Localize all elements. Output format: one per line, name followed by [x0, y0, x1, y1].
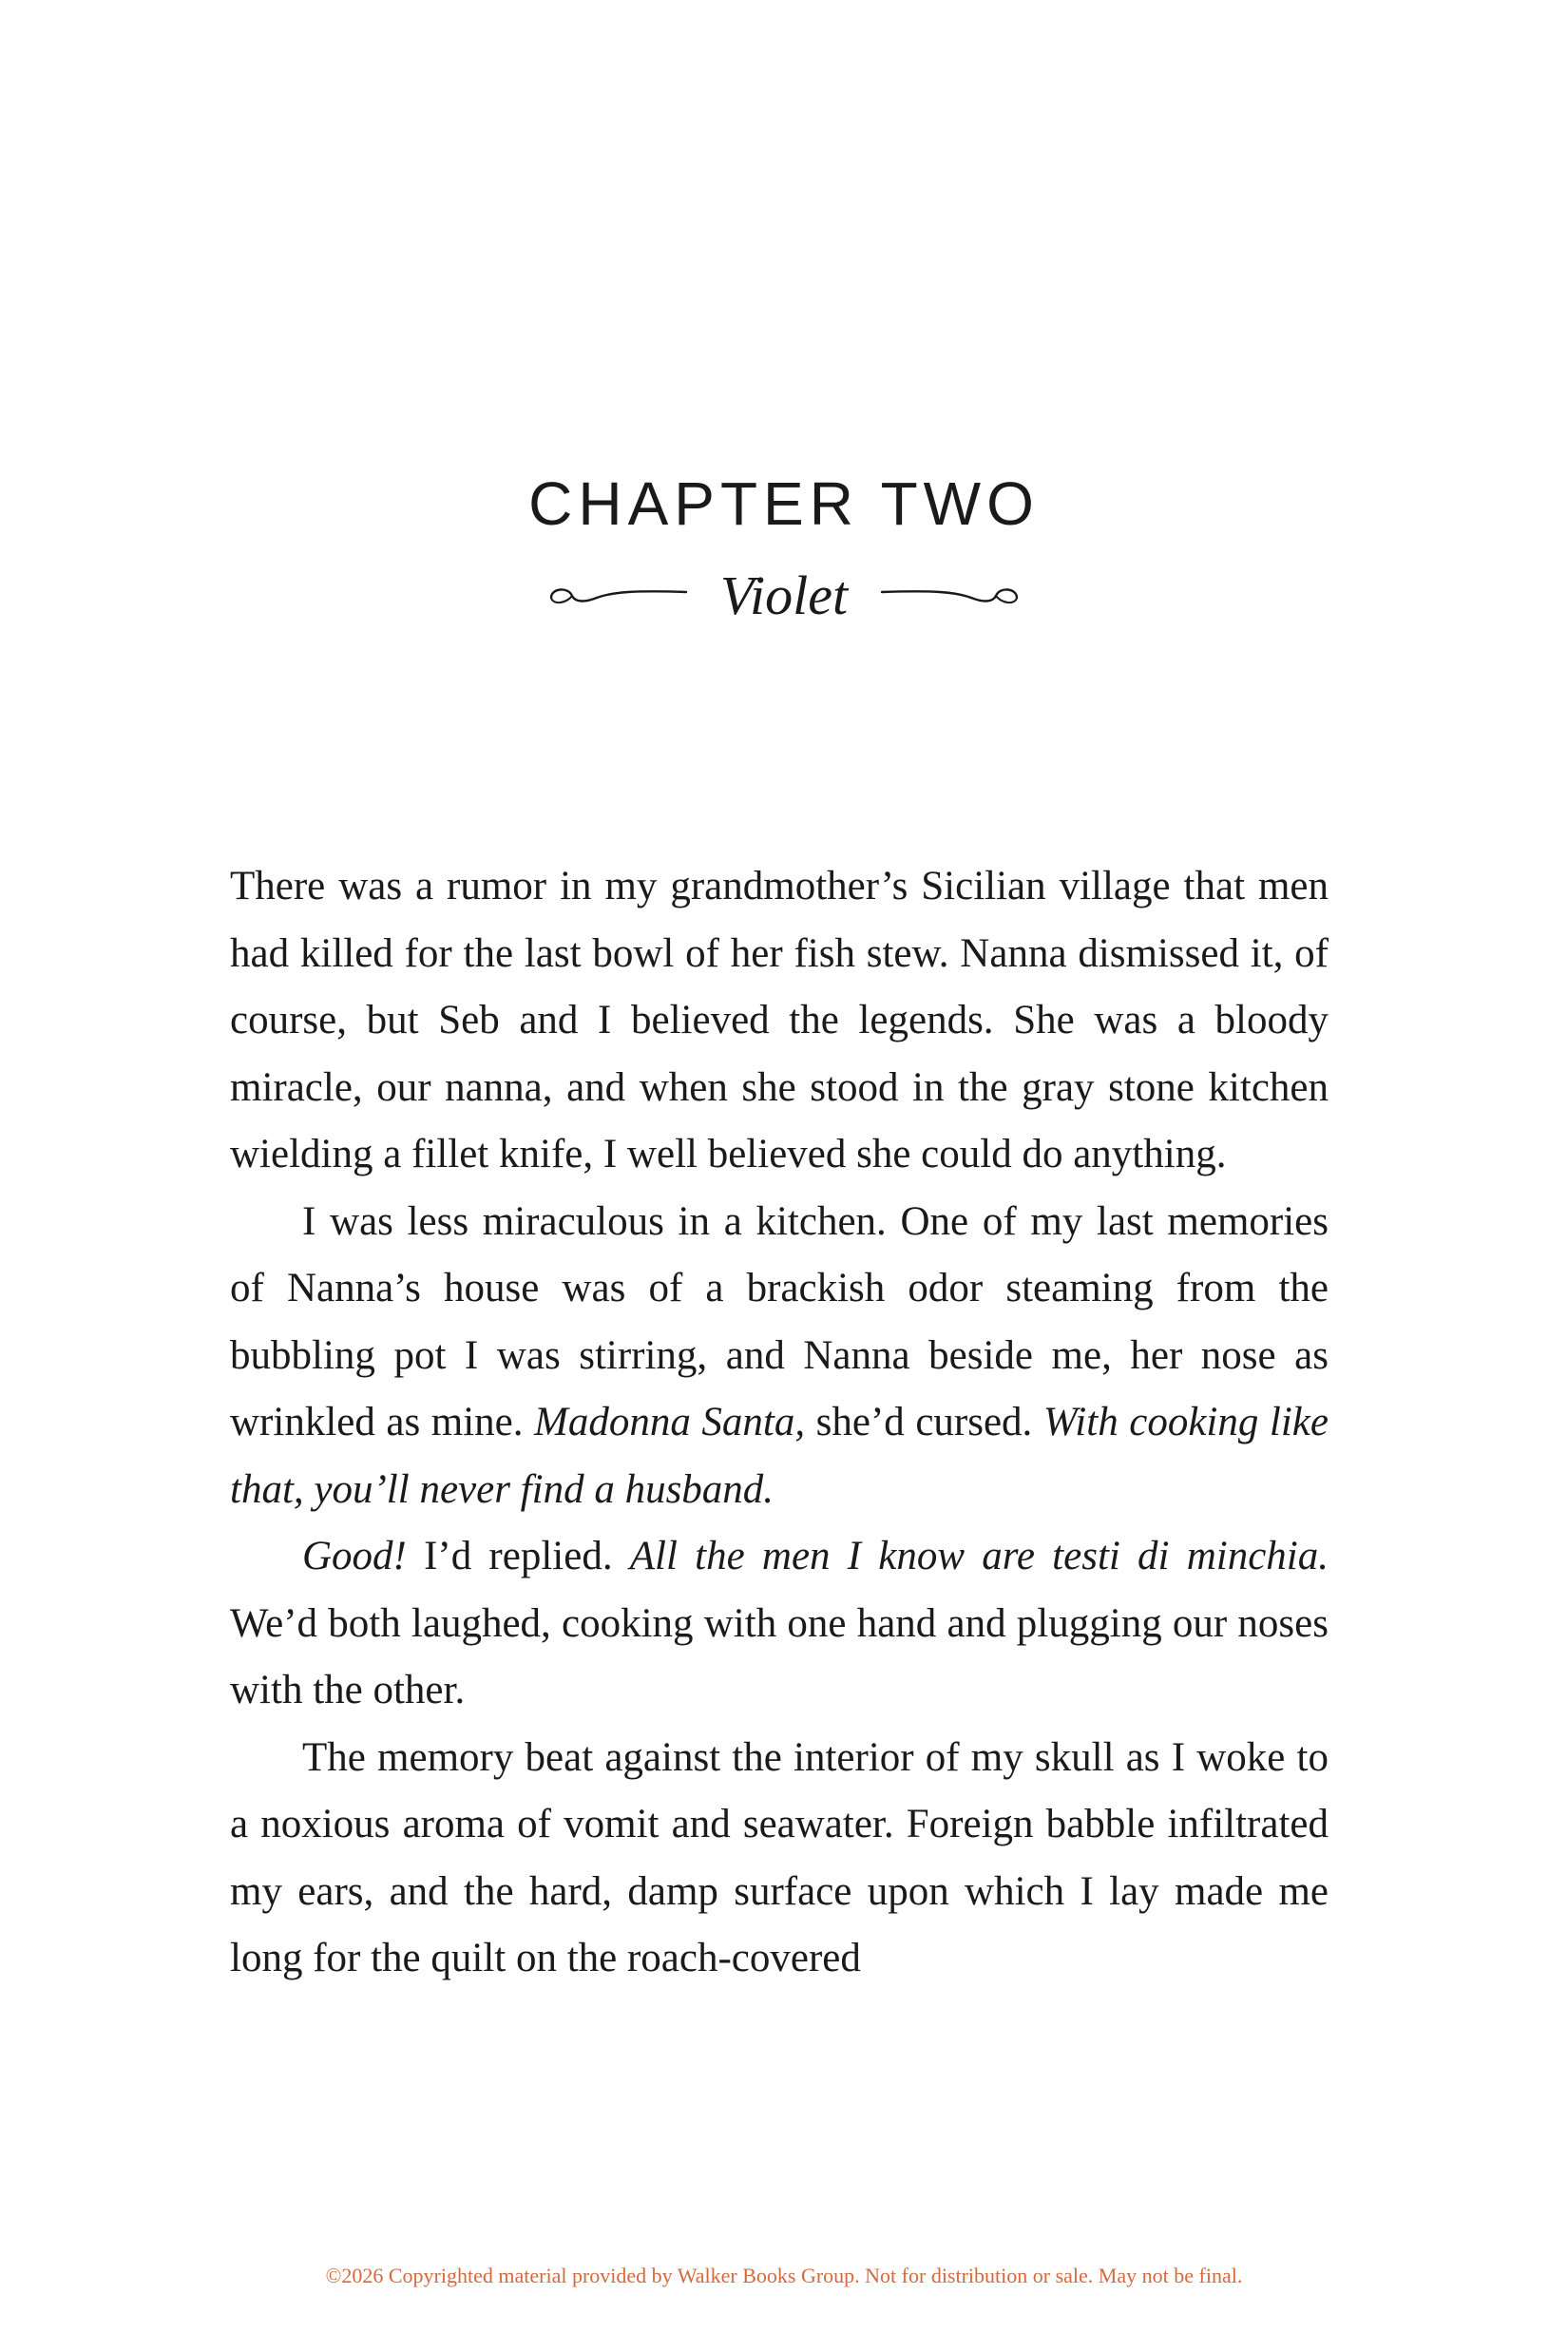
paragraph-text: We’d both laughed, cooking with one hand and plugging our noses with the other.	[230, 1600, 1329, 1712]
paragraph-text: There was a rumor in my grandmother’s Sicilian village that men had killed for the last bowl of her fish stew. Nanna dismissed it, of course, but Seb and I believed the legends. She was a bloody miracle, our nanna, and when she stood in the gray stone kitchen wielding a fillet knife, I well believed she could do anything.	[230, 864, 1329, 1176]
chapter-title: CHAPTER TWO	[528, 469, 1040, 538]
italic-phrase: All the men I know are testi di minchia.	[629, 1534, 1329, 1578]
copyright-notice: ©2026 Copyrighted material provided by Walker Books Group. Not for distribution or sale. May not be final.	[325, 2264, 1243, 2287]
paragraph-text: I was less miraculous in a kitchen. One of my last memories of Nanna’s house was of a brackish odor steaming from the bubbling pot I was stirring, and Nanna beside me, her nose as wrinkled as mine.	[230, 1198, 1329, 1444]
chapter-subtitle-row	[0, 563, 1568, 629]
italic-phrase: Good!	[302, 1534, 407, 1578]
paragraph	[230, 1189, 1329, 1524]
paragraph-text: I’d replied.	[406, 1534, 630, 1578]
italic-phrase: Madonna Santa,	[534, 1400, 806, 1444]
chapter-body	[230, 853, 1329, 1993]
chapter-character-name: Violet	[719, 564, 849, 626]
chapter-header	[0, 466, 1568, 629]
right-flourish-icon	[872, 577, 1024, 615]
italic-phrase: With cooking like that, you’ll never find a husband.	[230, 1400, 1329, 1512]
paragraph	[230, 1725, 1329, 1993]
paragraph-text: The memory beat against the interior of my skull as I woke to a noxious aroma of vomit and seawater. Foreign babble infiltrated my ears, and the hard, damp surface upon which I lay made me long for the quilt on the roach-covered	[230, 1734, 1329, 1980]
left-flourish-icon	[544, 577, 696, 615]
paragraph	[230, 1523, 1329, 1725]
paragraph-text: she’d cursed.	[805, 1400, 1043, 1444]
paragraph	[230, 853, 1329, 1189]
